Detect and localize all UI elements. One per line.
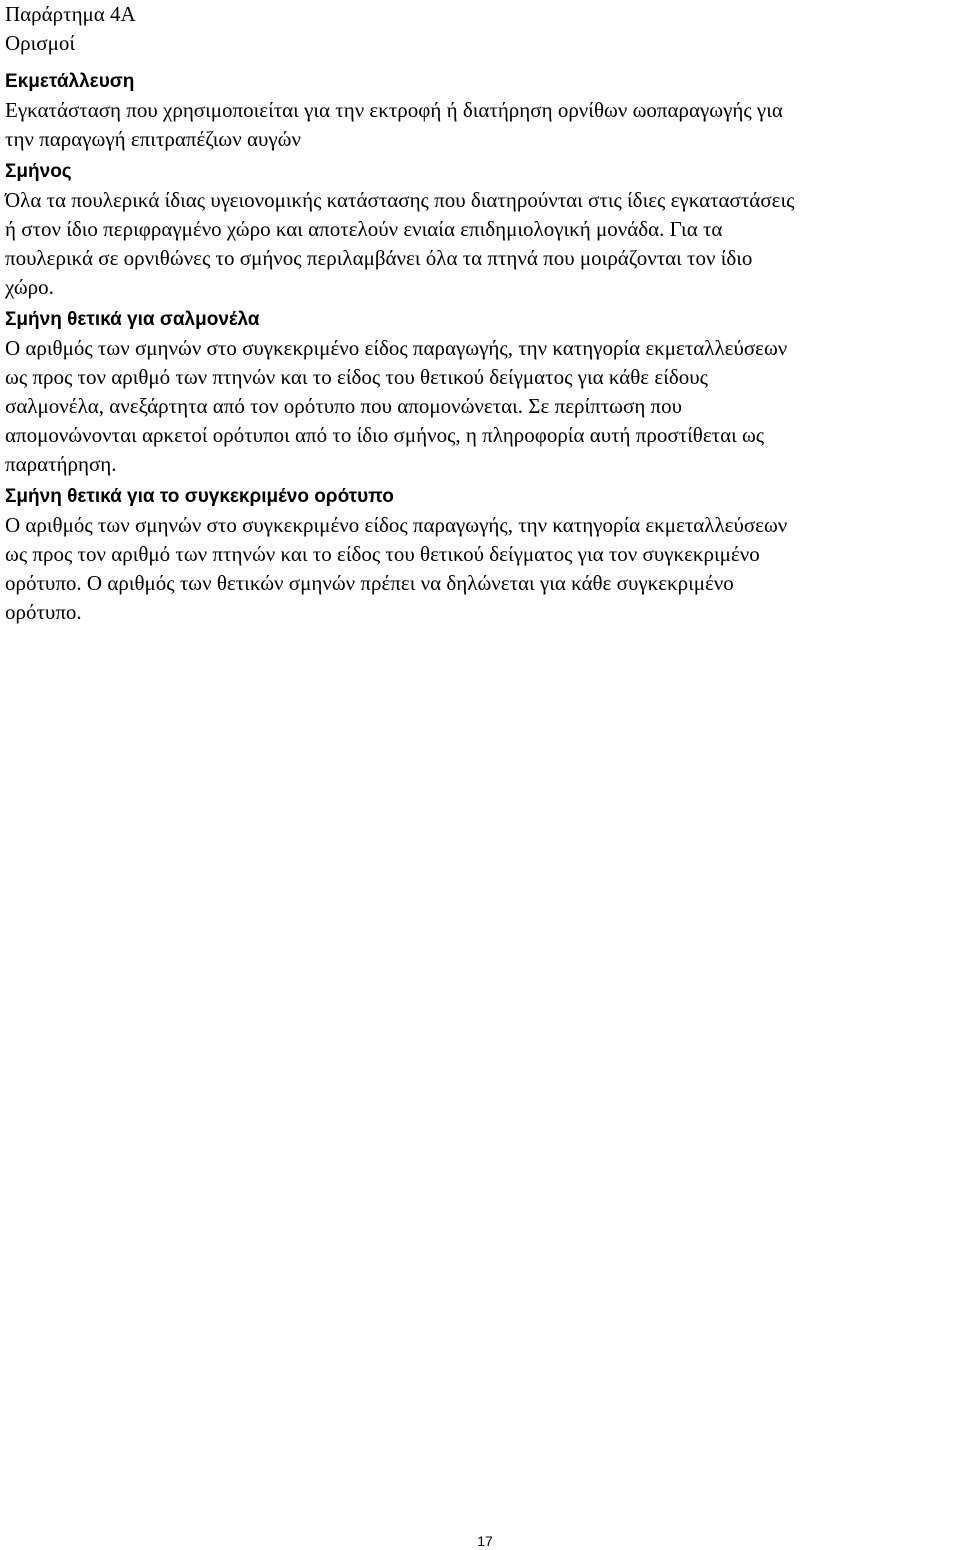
page-number: 17 bbox=[477, 1533, 493, 1549]
definition-text: Ο αριθμός των σμηνών στο συγκεκριμένο είδος παραγωγής, την κατηγορία εκμεταλλεύσεων ως προς τον αριθμό των πτηνών και το είδος του θετικού δείγματος για τον συγκεκριμένο ορότυπο. Ο αριθμός των θετικών σμηνών πρέπει να δηλώνεται για κάθε συγκεκριμένο ορότυπο. bbox=[5, 513, 788, 624]
definition-section-serotype-positive bbox=[5, 482, 960, 627]
definition-text: Όλα τα πουλερικά ίδιας υγειονομικής κατάστασης που διατηρούνται στις ίδιες εγκαταστάσεις ή στον ίδιο περιφραγμένο χώρο και αποτελούν ενιαία επιδημιολογική μονάδα. Για τα πουλερικά σε ορνιθώνες το σμήνος περιλαμβάνει όλα τα πτηνά που μοιράζονται τον ίδιο χώρο. bbox=[5, 188, 795, 299]
annex-heading: Παράρτημα 4Α bbox=[5, 2, 136, 26]
definition-text: Ο αριθμός των σμηνών στο συγκεκριμένο είδος παραγωγής, την κατηγορία εκμεταλλεύσεων ως προς τον αριθμό των πτηνών και το είδος του θετικού δείγματος για κάθε είδους σαλμονέλα, ανεξάρτητα από τον ορότυπο που απομονώνεται. Σε περίπτωση που απομονώνονται αρκετοί ορότυποι από το ίδιο σμήνος, η πληροφορία αυτή προστίθεται ως παρατήρηση. bbox=[5, 336, 788, 476]
term-heading: Σμήνη θετικά για σαλμονέλα bbox=[5, 309, 260, 330]
definition-text: Εγκατάσταση που χρησιμοποιείται για την εκτροφή ή διατήρηση ορνίθων ωοπαραγωγής για την παραγωγή επιτραπέζιων αυγών bbox=[5, 98, 783, 151]
term-heading: Εκμετάλλευση bbox=[5, 71, 135, 92]
definition-section-flock bbox=[5, 157, 960, 302]
term-heading: Σμήνος bbox=[5, 161, 72, 182]
term-heading: Σμήνη θετικά για το συγκεκριμένο ορότυπο bbox=[5, 486, 394, 507]
document-page bbox=[5, 0, 960, 630]
page-title: Ορισμοί bbox=[5, 31, 76, 55]
definition-section-salmonella-positive bbox=[5, 305, 960, 479]
definition-section-holding bbox=[5, 67, 960, 154]
